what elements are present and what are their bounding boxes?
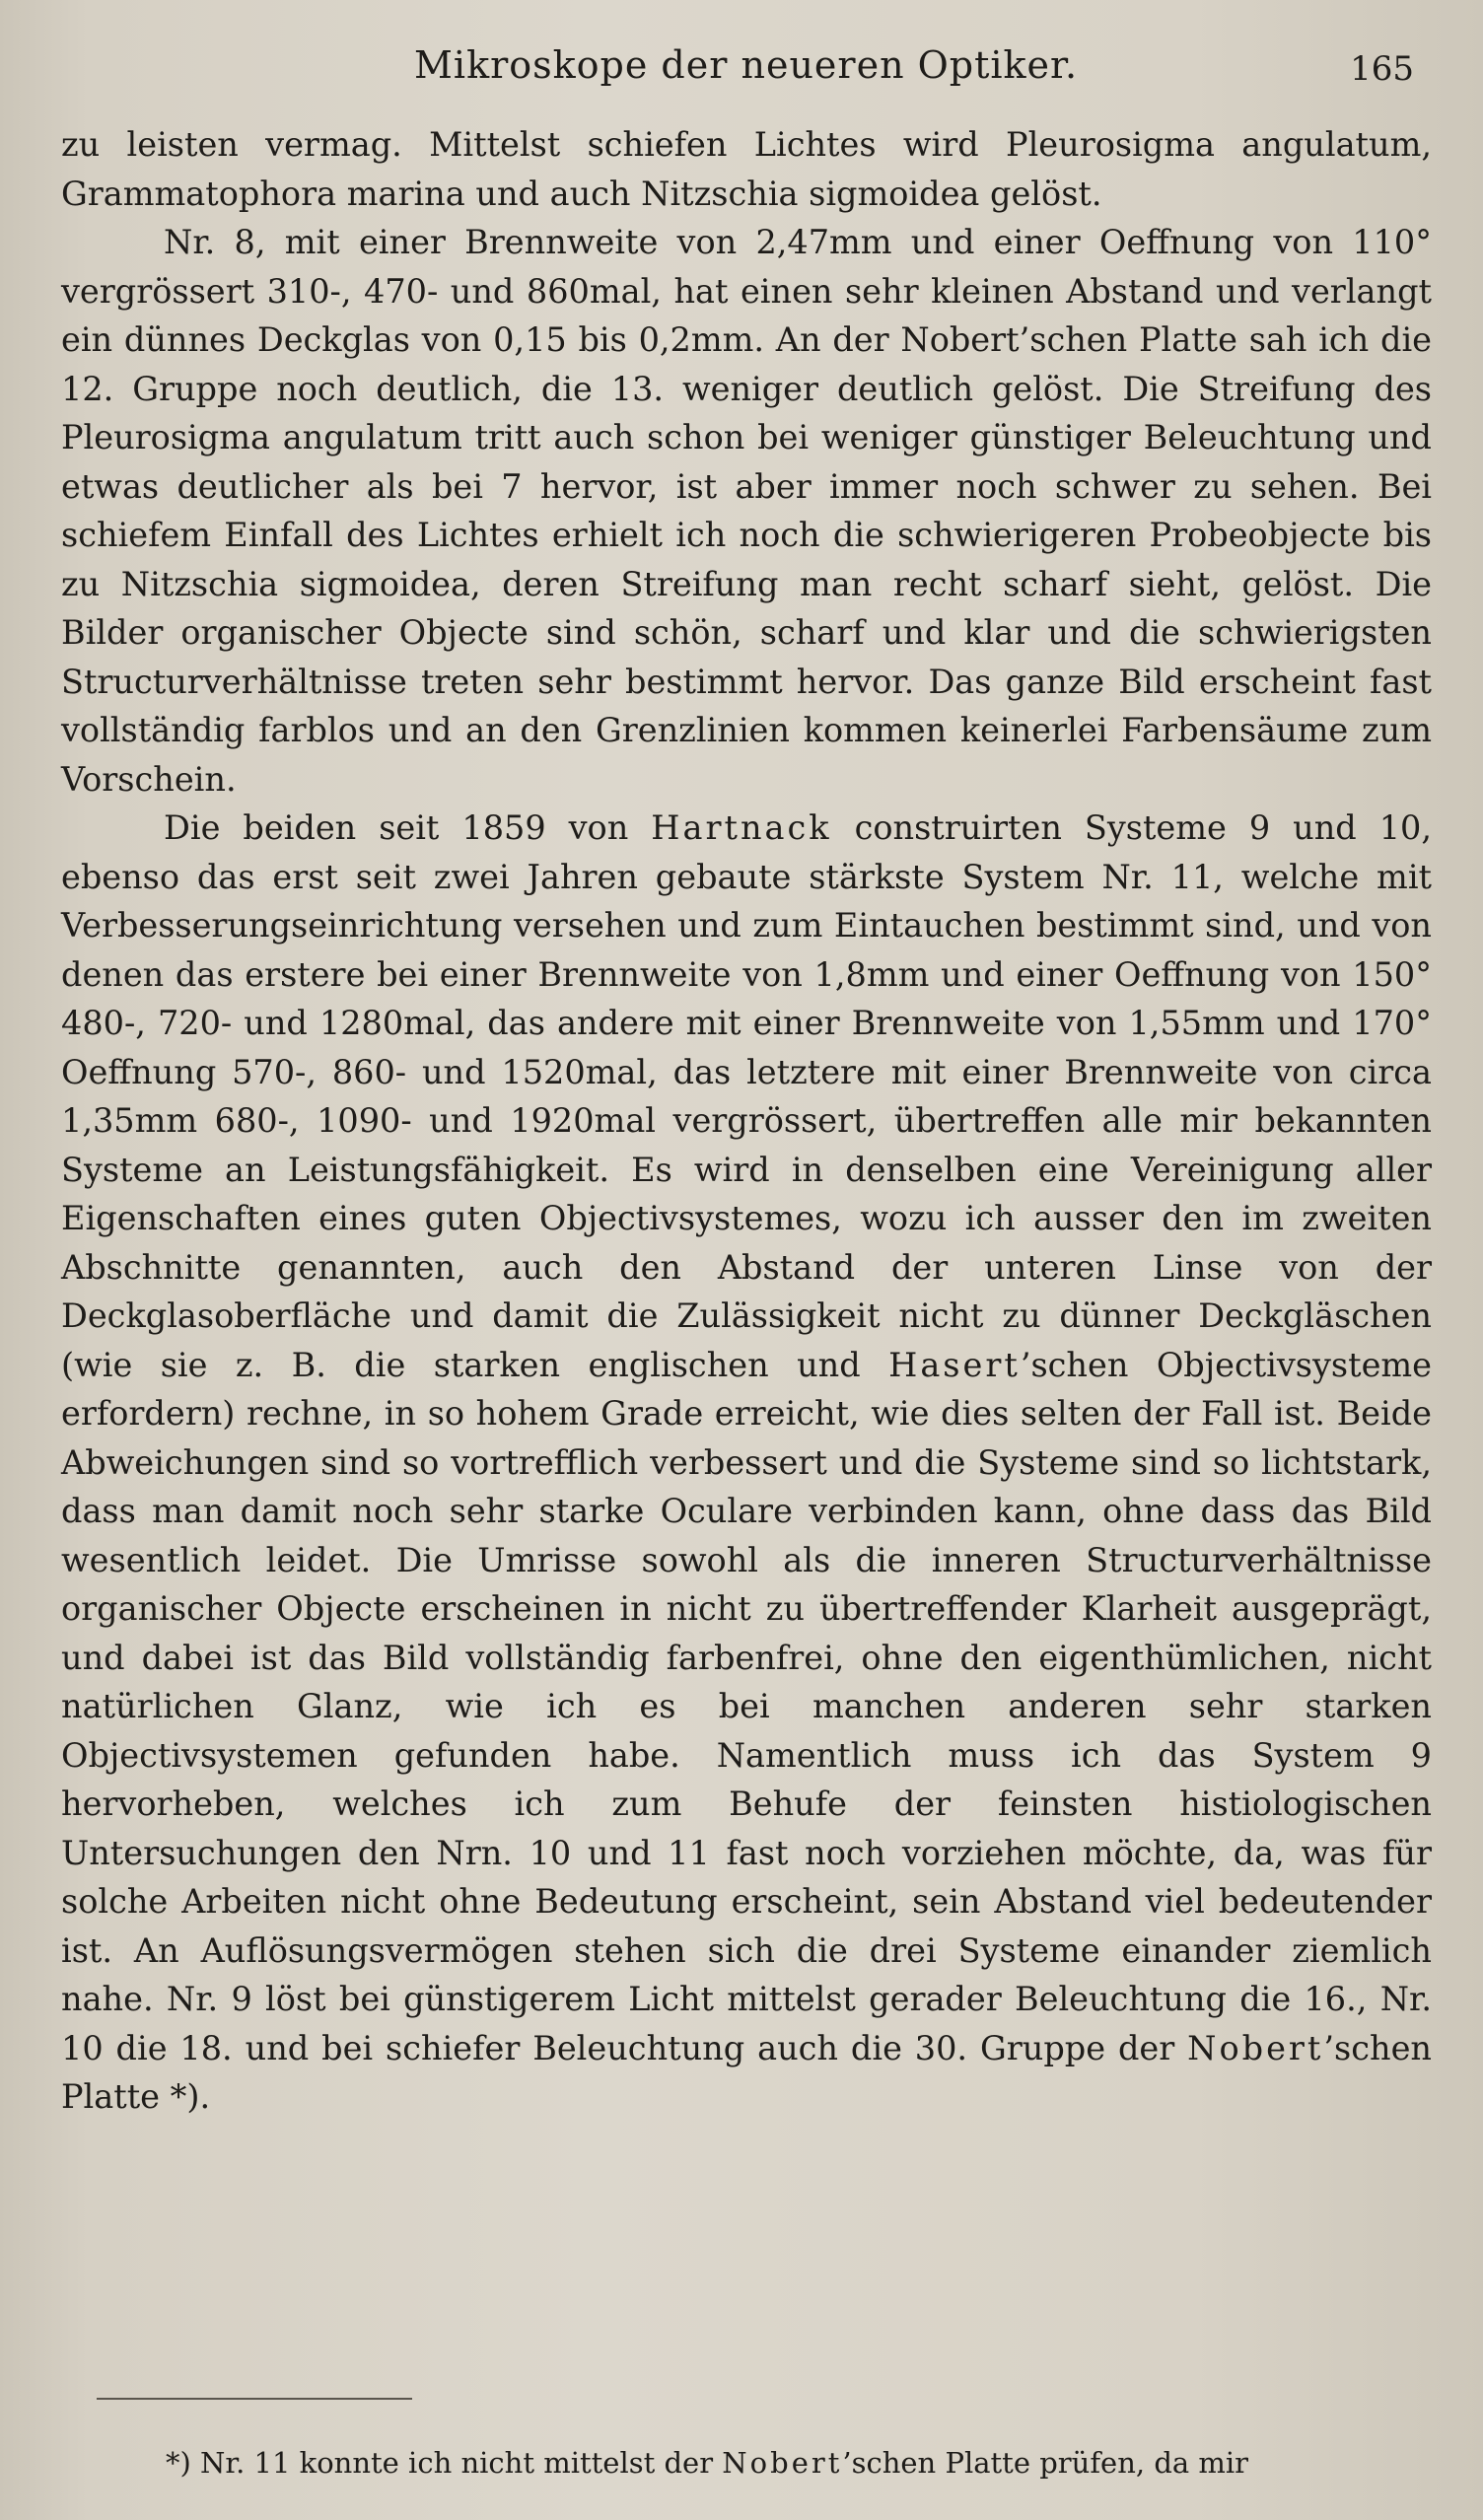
footnote: [166, 2443, 1438, 2483]
paragraph-3-part-d: ’schen Platte *).: [61, 2028, 1432, 2116]
footnote-part-b: ’schen Platte prüfen, da mir: [842, 2446, 1249, 2480]
name-hartnack: Hartnack: [651, 808, 832, 847]
footnote-part-a: *) Nr. 11 konnte ich nicht mittelst der: [166, 2446, 723, 2480]
name-nobert: Nobert: [1187, 2028, 1324, 2067]
paragraph-3: [61, 804, 1432, 2122]
paragraph-3-part-a: Die beiden seit 1859 von: [164, 808, 652, 847]
page-number: 165: [1350, 49, 1414, 89]
running-title: Mikroskope der neueren Optiker.: [414, 43, 1079, 87]
paragraph-2: Nr. 8, mit einer Brennweite von 2,47mm und einer Oeffnung von 110° vergrössert 310-, 470- und 860mal, hat einen sehr kleinen Abstand und verlangt ein dünnes Deckglas von 0,15 bis 0,2mm. An der Nobert’schen Platte sah ich die 12. Gruppe noch deutlich, die 13. weniger deutlich gelöst. Die Streifung des Pleurosigma angulatum tritt auch schon bei weniger günstiger Beleuchtung und etwas deutlicher als bei 7 hervor, ist aber immer noch schwer zu sehen. Bei schiefem Einfall des Lichtes erhielt ich noch die schwierigeren Probeobjecte bis zu Nitzschia sigmoidea, deren Streifung man recht scharf sieht, gelöst. Die Bilder organischer Objecte sind schön, scharf und klar und die schwierigsten Structurverhältnisse treten sehr bestimmt hervor. Das ganze Bild erscheint fast vollständig farblos und an den Grenzlinien kommen keinerlei Farbensäume zum Vorschein.: [61, 223, 1432, 799]
footnote-name-nobert: Nobert: [722, 2446, 843, 2480]
body-text: [61, 120, 1432, 2122]
paragraph-3-part-c: ’schen Objectivsysteme erfordern) rechne, in so hohem Grade erreicht, wie dies selten der Fall ist. Beide Abweichungen sind so vortrefflich verbessert und die Systeme sind so lichtstark, dass man damit noch sehr starke Oculare verbinden kann, ohne dass das Bild wesentlich leidet. Die Umrisse sowohl als die inneren Structurverhältnisse organischer Objecte erscheinen in nicht zu übertreffender Klarheit ausgeprägt, und dabei ist das Bild vollständig farbenfrei, ohne den eigenthümlichen, nicht natürlichen Glanz, wie ich es bei manchen anderen sehr starken Objectivsystemen gefunden habe. Namentlich muss ich das System 9 hervorheben, welches ich zum Behufe der feinsten histiologischen Untersuchungen den Nrn. 10 und 11 fast noch vorziehen möchte, da, was für solche Arbeiten nicht ohne Bedeutung erscheint, sein Abstand viel bedeutender ist. An Auflösungsvermögen stehen sich die drei Systeme einander ziemlich nahe. Nr. 9 löst bei günstigerem Licht mittelst gerader Beleuchtung die 16., Nr. 10 die 18. und bei schiefer Beleuchtung auch die 30. Gruppe der: [61, 1345, 1432, 2067]
page-header: [59, 43, 1424, 103]
paragraph-3-part-b: construirten Systeme 9 und 10, ebenso das erst seit zwei Jahren gebaute stärkste System Nr. 11, welche mit Verbesserungseinrichtung versehen und zum Eintauchen bestimmt sind, und von denen das erstere bei einer Brennweite von 1,8mm und einer Oeffnung von 150° 480-, 720- und 1280mal, das andere mit einer Brennweite von 1,55mm und 170° Oeffnung 570-, 860- und 1520mal, das letztere mit einer Brennweite von circa 1,35mm 680-, 1090- und 1920mal vergrössert, übertreffen alle mir bekannten Systeme an Leistungsfähigkeit. Es wird in denselben eine Vereinigung aller Eigenschaften eines guten Objectivsystemes, wozu ich ausser den im zweiten Abschnitte genannten, auch den Abstand der unteren Linse von der Deckglasoberfläche und damit die Zulässigkeit nicht zu dünner Deckgläschen (wie sie z. B. die starken englischen und: [61, 808, 1432, 1384]
footnote-rule: [97, 2398, 412, 2400]
paragraph-1: zu leisten vermag. Mittelst schiefen Lichtes wird Pleurosigma angulatum, Grammatophora marina und auch Nitzschia sigmoidea gelöst.: [61, 125, 1432, 213]
name-hasert: Hasert: [888, 1345, 1021, 1384]
